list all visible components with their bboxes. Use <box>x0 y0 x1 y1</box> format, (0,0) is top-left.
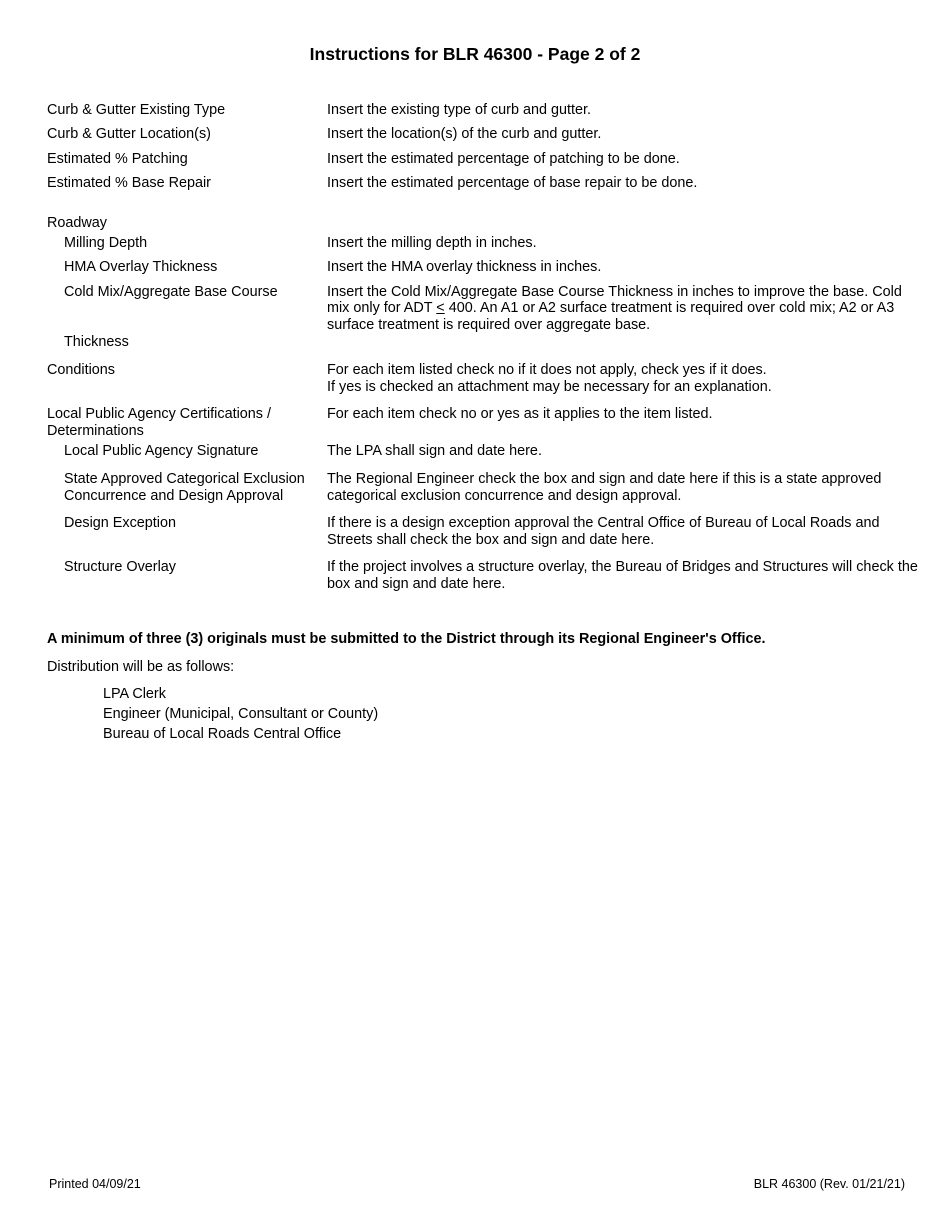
desc-curb-gutter-type: Insert the existing type of curb and gutter. <box>327 102 591 118</box>
desc-conditions-line1: For each item listed check no if it does not apply, check yes if it does. <box>327 362 767 378</box>
desc-cold-mix-line2-a: mix only for ADT <box>327 300 437 316</box>
desc-estimated-patching: Insert the estimated percentage of patching to be done. <box>327 151 680 167</box>
desc-estimated-base-repair: Insert the estimated percentage of base repair to be done. <box>327 175 698 191</box>
distribution-item-engineer: Engineer (Municipal, Consultant or County) <box>103 706 379 722</box>
label-curb-gutter-type: Curb & Gutter Existing Type <box>47 102 226 118</box>
desc-structure-overlay-line1: If the project involves a structure overlay, the Bureau of Bridges and Structures will check the <box>327 559 918 575</box>
distribution-heading: Distribution will be as follows: <box>47 659 235 675</box>
label-cold-mix-thickness: Thickness <box>64 334 129 350</box>
label-milling-depth: Milling Depth <box>64 235 148 251</box>
desc-cold-mix-line1: Insert the Cold Mix/Aggregate Base Course Thickness in inches to improve the base. Cold <box>327 284 902 300</box>
page-title: Instructions for BLR 46300 - Page 2 of 2 <box>309 44 641 64</box>
desc-design-exception-line2: Streets shall check the box and sign and date here. <box>327 532 655 548</box>
desc-curb-gutter-location: Insert the location(s) of the curb and gutter. <box>327 126 602 142</box>
desc-design-exception-line1: If there is a design exception approval the Central Office of Bureau of Local Roads and <box>327 515 880 531</box>
label-conditions: Conditions <box>47 362 115 378</box>
roadway-heading: Roadway <box>47 215 107 231</box>
label-estimated-patching: Estimated % Patching <box>47 151 188 167</box>
desc-structure-overlay-line2: box and sign and date here. <box>327 576 506 592</box>
desc-lpa-certifications: For each item check no or yes as it applies to the item listed. <box>327 406 713 422</box>
desc-state-approved-line1: The Regional Engineer check the box and sign and date here if this is a state approved <box>327 471 882 487</box>
desc-lpa-signature: The LPA shall sign and date here. <box>327 443 542 459</box>
desc-hma-overlay: Insert the HMA overlay thickness in inches. <box>327 259 602 275</box>
label-lpa-certifications-line2: Determinations <box>47 423 144 439</box>
label-structure-overlay: Structure Overlay <box>64 559 176 575</box>
distribution-item-lpa-clerk: LPA Clerk <box>103 686 166 702</box>
label-design-exception: Design Exception <box>64 515 176 531</box>
desc-cold-mix-line3: surface treatment is required over aggregate base. <box>327 317 651 333</box>
less-than-or-equal-symbol: < <box>436 300 445 316</box>
footer-printed-date: Printed 04/09/21 <box>49 1177 141 1191</box>
label-lpa-certifications-line1: Local Public Agency Certifications / <box>47 406 271 422</box>
minimum-originals-note: A minimum of three (3) originals must be submitted to the District through its Regional Engineer's Office. <box>47 631 766 647</box>
label-cold-mix: Cold Mix/Aggregate Base Course <box>64 284 278 300</box>
label-hma-overlay: HMA Overlay Thickness <box>64 259 218 275</box>
label-state-approved-line1: State Approved Categorical Exclusion <box>64 471 305 487</box>
label-lpa-signature: Local Public Agency Signature <box>64 443 259 459</box>
distribution-item-bureau: Bureau of Local Roads Central Office <box>103 726 342 742</box>
label-curb-gutter-location: Curb & Gutter Location(s) <box>47 126 211 142</box>
footer-form-number: BLR 46300 (Rev. 01/21/21) <box>753 1177 905 1191</box>
label-estimated-base-repair: Estimated % Base Repair <box>47 175 211 191</box>
desc-state-approved-line2: categorical exclusion concurrence and design approval. <box>327 488 682 504</box>
desc-milling-depth: Insert the milling depth in inches. <box>327 235 537 251</box>
desc-conditions-line2: If yes is checked an attachment may be necessary for an explanation. <box>327 379 772 395</box>
label-state-approved-line2: Concurrence and Design Approval <box>64 488 284 504</box>
desc-cold-mix-line2-b: 400. An A1 or A2 surface treatment is required over cold mix; A2 or A3 <box>444 300 895 316</box>
desc-cold-mix-line2 <box>327 300 894 317</box>
